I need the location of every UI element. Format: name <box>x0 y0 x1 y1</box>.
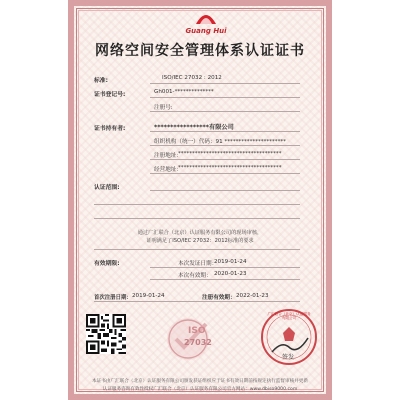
first-issue-label: 首次注册日期： <box>94 295 132 301</box>
divider <box>150 145 300 146</box>
holder-label: 证书持有者: <box>94 126 126 132</box>
qr-code-icon <box>86 314 126 354</box>
iso-badge-top: ISO <box>188 326 206 336</box>
holder-value: *****************有限公司 <box>154 124 234 131</box>
divider <box>150 159 300 160</box>
divider <box>94 249 300 250</box>
divider <box>94 218 300 219</box>
valid-until-label: 注册有效期： <box>202 295 236 301</box>
standard-value: ISO/IEC 27032 : 2012 <box>162 75 222 81</box>
certificate <box>68 0 332 400</box>
divider <box>150 190 300 191</box>
valid-until-value: 2022-01-23 <box>236 293 269 299</box>
expiry-label: 本次有效期： <box>178 273 212 279</box>
reg-addr-value: ************************************* <box>178 151 282 157</box>
footer-line-2: 认证服务咨询有效性授权广汇联合（北京）认证服务有限公司官方网站：www.dbiso9000.com <box>102 387 298 392</box>
reg-addr-label: 注册地址： <box>154 153 182 159</box>
scope-line-2: 证明满足了ISO/IEC 27032：2012标准的要求 <box>146 238 254 244</box>
expiry-value: 2020-01-23 <box>214 271 247 277</box>
divider <box>150 111 300 112</box>
divider <box>150 173 300 174</box>
scope-label: 认证范围: <box>94 185 120 191</box>
this-issue-label: 本次发证日期： <box>178 261 218 267</box>
registrant-label: 注册号: <box>154 105 173 111</box>
divider <box>150 131 300 132</box>
office-addr-label: 经营地址： <box>154 167 182 173</box>
logo-text: Guang Hui <box>185 27 227 35</box>
org-code: 组织机构（统一）代码：91 ********************** <box>154 139 286 145</box>
footer-line-1: 本证书由广汇联合（北京）认证服务有限公司颁发获证组织应于证书有效日期前按规定执行监督审核并更新 <box>92 379 308 384</box>
divider <box>150 279 300 280</box>
divider <box>150 97 300 98</box>
this-issue-value: 2019-01-24 <box>214 259 247 265</box>
first-issue-value: 2019-01-24 <box>132 293 165 299</box>
logo-icon <box>192 8 220 28</box>
cert-no-value: Gh001-************** <box>154 89 214 95</box>
validity-label: 有效期限: <box>94 261 120 267</box>
cert-no-label: 证书登记号: <box>94 92 126 98</box>
certificate-title: 网络空间安全管理体系认证证书 <box>95 43 305 59</box>
seal-sign: 签发 <box>282 354 295 361</box>
divider <box>94 301 300 302</box>
standard-label: 标准: <box>94 78 108 84</box>
seal-text: 广汇联合（北京）认证服务有限公司 <box>267 312 311 321</box>
office-addr-value: ************************************* <box>178 165 282 171</box>
scope-line-1: 通过广汇联合（北京）认证服务有限公司的现场审核， <box>137 230 263 236</box>
divider <box>94 204 300 205</box>
divider <box>150 267 300 268</box>
iso-badge-bottom: 27032 <box>184 338 212 347</box>
divider <box>150 83 300 84</box>
